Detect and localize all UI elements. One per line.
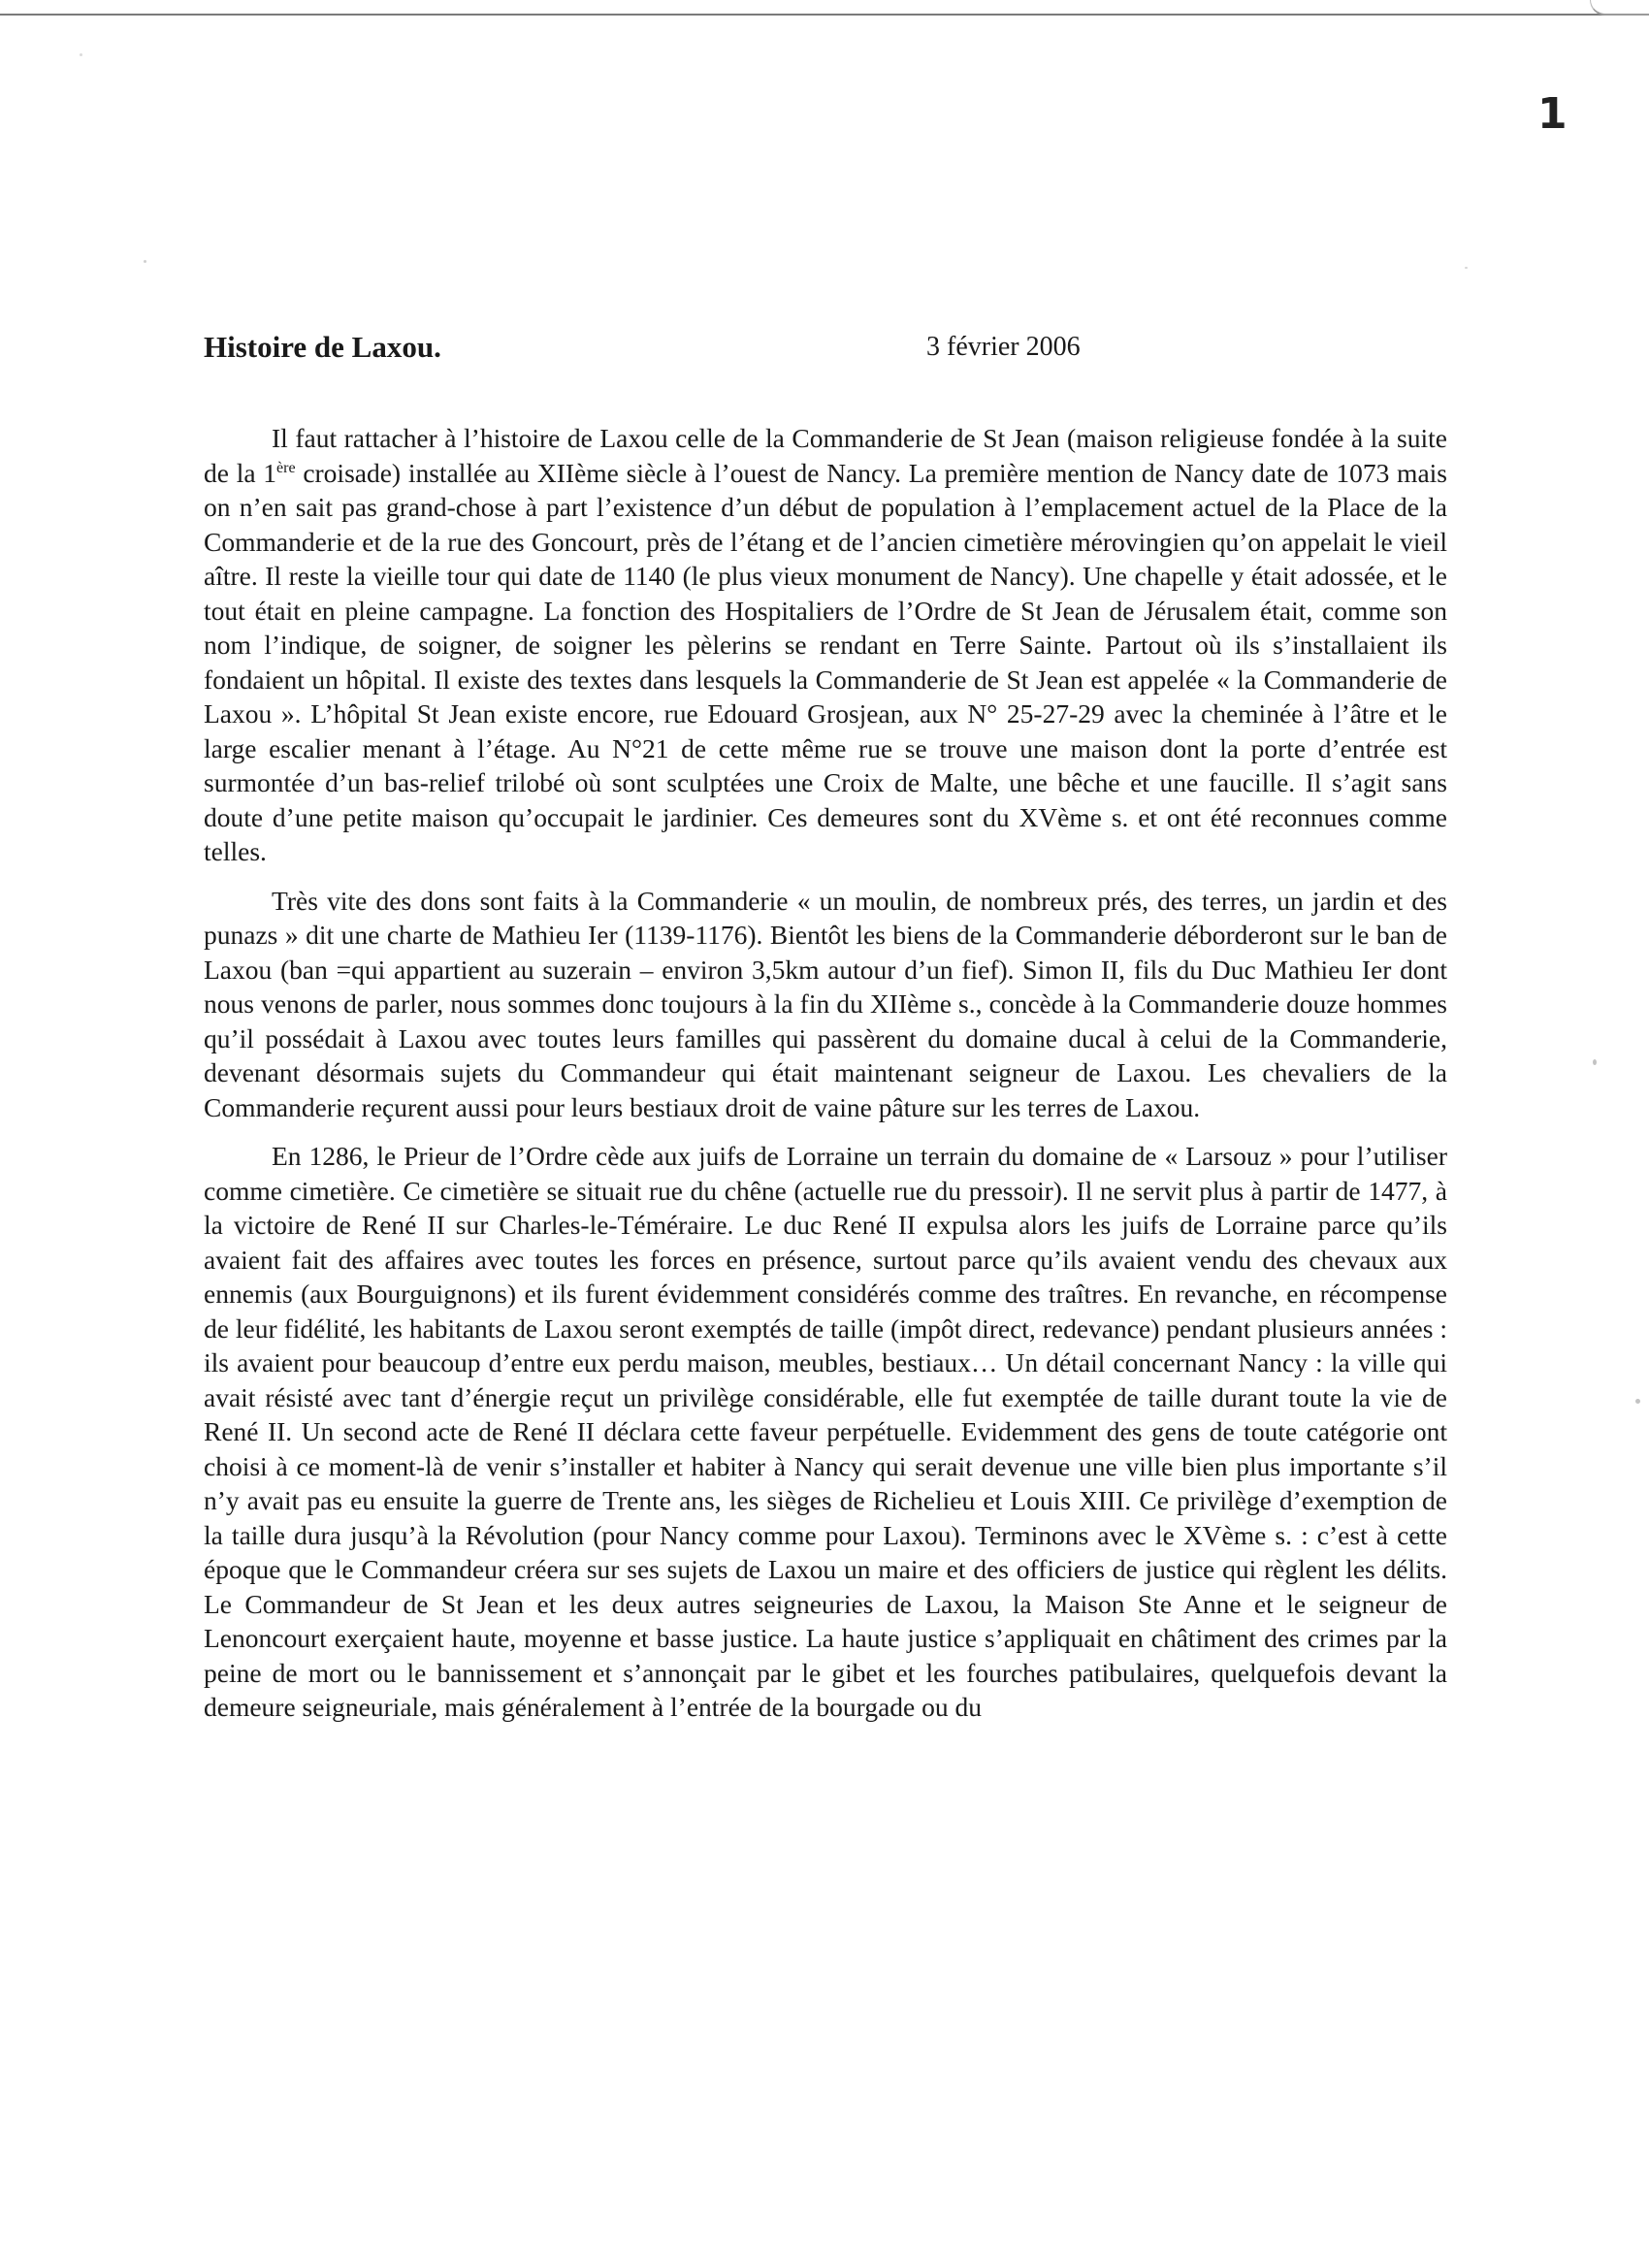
scan-speck [80,53,82,56]
paragraph-1-text-start: Il faut rattacher à l’histoire de Laxou celle de la Commanderie de St Jean (maison religieuse fondée à la suite de la 1 [204,423,1447,488]
scan-speck [144,260,146,263]
scan-speck [1465,267,1468,269]
document-body [204,421,1447,1739]
document-header [204,330,1455,373]
scan-page-corner [1590,0,1649,16]
paragraph-2: Très vite des dons sont faits à la Commanderie « un moulin, de nombreux prés, des terres, un jardin et des punazs » dit une charte de Mathieu Ier (1139-1176). Bientôt les biens de la Commanderie déborderont sur le ban de Laxou (ban =qui appartient au suzerain – environ 3,5km autour d’un fief). Simon II, fils du Duc Mathieu Ier dont nous venons de parler, nous sommes donc toujours à la fin du XIIème s., concède à la Commanderie douze hommes qu’il possédait à Laxou avec toutes leurs familles qui passèrent du domaine ducal à celui de la Commanderie, devenant désormais sujets du Commandeur qui était maintenant seigneur de Laxou. Les chevaliers de la Commanderie reçurent aussi pour leurs bestiaux droit de vaine pâture sur les terres de Laxou. [204,885,1447,1122]
scan-border-line [0,14,1649,16]
scan-speck [1593,1059,1597,1065]
paragraph-3: En 1286, le Prieur de l’Ordre cède aux juifs de Lorraine un terrain du domaine de « Larsouz » pour l’utiliser comme cimetière. Ce cimetière se situait rue du chêne (actuelle rue du pressoir). Il ne servit plus à partir de 1477, à la victoire de René II sur Charles-le-Téméraire. Le duc René II expulsa alors les juifs de Lorraine parce qu’ils avaient fait des affaires avec toutes les forces en présence, surtout parce qu’ils avaient vendu des chevaux aux ennemis (aux Bourguignons) et ils furent évidemment considérés comme des traîtres. En revanche, en récompense de leur fidélité, les habitants de Laxou seront exemptés de taille (impôt direct, redevance) pendant plusieurs années : ils avaient pour beaucoup d’entre eux perdu maison, meubles, bestiaux… Un détail concernant Nancy : la ville qui avait résisté avec tant d’énergie reçut un privilège considérable, elle fut exemptée de taille durant toute la vie de René II. Un second acte de René II déclara cette faveur perpétuelle. Evidemment des gens de toute catégorie ont choisi à ce moment-là de venir s’installer et habiter à Nancy qui serait devenue une ville bien plus importante s’il n’y avait pas eu ensuite la guerre de Trente ans, les sièges de Richelieu et Louis XIII. Ce privilège d’exemption de la taille dura jusqu’à la Révolution (pour Nancy comme pour Laxou). Terminons avec le XVème s. : c’est à cette époque que le Commandeur créera sur ses sujets de Laxou un maire et des officiers de justice qui règlent les délits. Le Commandeur de St Jean et les deux autres seigneuries de Laxou, la Maison Ste Anne et le seigneur de Lenoncourt exerçaient haute, moyenne et basse justice. La haute justice s’appliquait en châtiment des crimes par la peine de mort ou le bannissement et s’annonçait par le gibet et les fourches patibulaires, quelquefois devant la demeure seigneuriale, mais généralement à l’entrée de la bourgade ou du [204,1141,1447,1722]
document-title: Histoire de Laxou. [204,330,441,364]
scan-speck [1635,1399,1640,1404]
ordinal-superscript: ère [276,459,296,476]
paragraph-1 [204,421,1447,869]
document-date: 3 février 2006 [926,332,1081,362]
page-number: 1 [1537,89,1568,139]
paragraph-1-text-end: croisade) installée au XIIème siècle à l’ouest de Nancy. La première mention de Nancy date de 1073 mais on n’en sait pas grand-chose à part l’existence d’un début de population à l’emplacement actuel de la Place de la Commanderie et de la rue des Goncourt, près de l’étang et de l’ancien cimetière mérovingien qu’on appelait le vieil aître. Il reste la vieille tour qui date de 1140 (le plus vieux monument de Nancy). Une chapelle y était adossée, et le tout était en pleine campagne. La fonction des Hospitaliers de l’Ordre de St Jean de Jérusalem était, comme son nom l’indique, de soigner, de soigner les pèlerins se rendant en Terre Sainte. Partout où ils s’installaient ils fondaient un hôpital. Il existe des textes dans lesquels la Commanderie de St Jean est appelée « la Commanderie de Laxou ». L’hôpital St Jean existe encore, rue Edouard Grosjean, aux N° 25-27-29 avec la cheminée à l’âtre et le large escalier menant à l’étage. Au N°21 de cette même rue se trouve une maison dont la porte d’entrée est surmontée d’un bas-relief trilobé où sont sculptées une Croix de Malte, une bêche et une faucille. Il s’agit sans doute d’une petite maison qu’occupait le jardinier. Ces demeures sont du XVème s. et ont été reconnues comme telles. [204,457,1447,866]
